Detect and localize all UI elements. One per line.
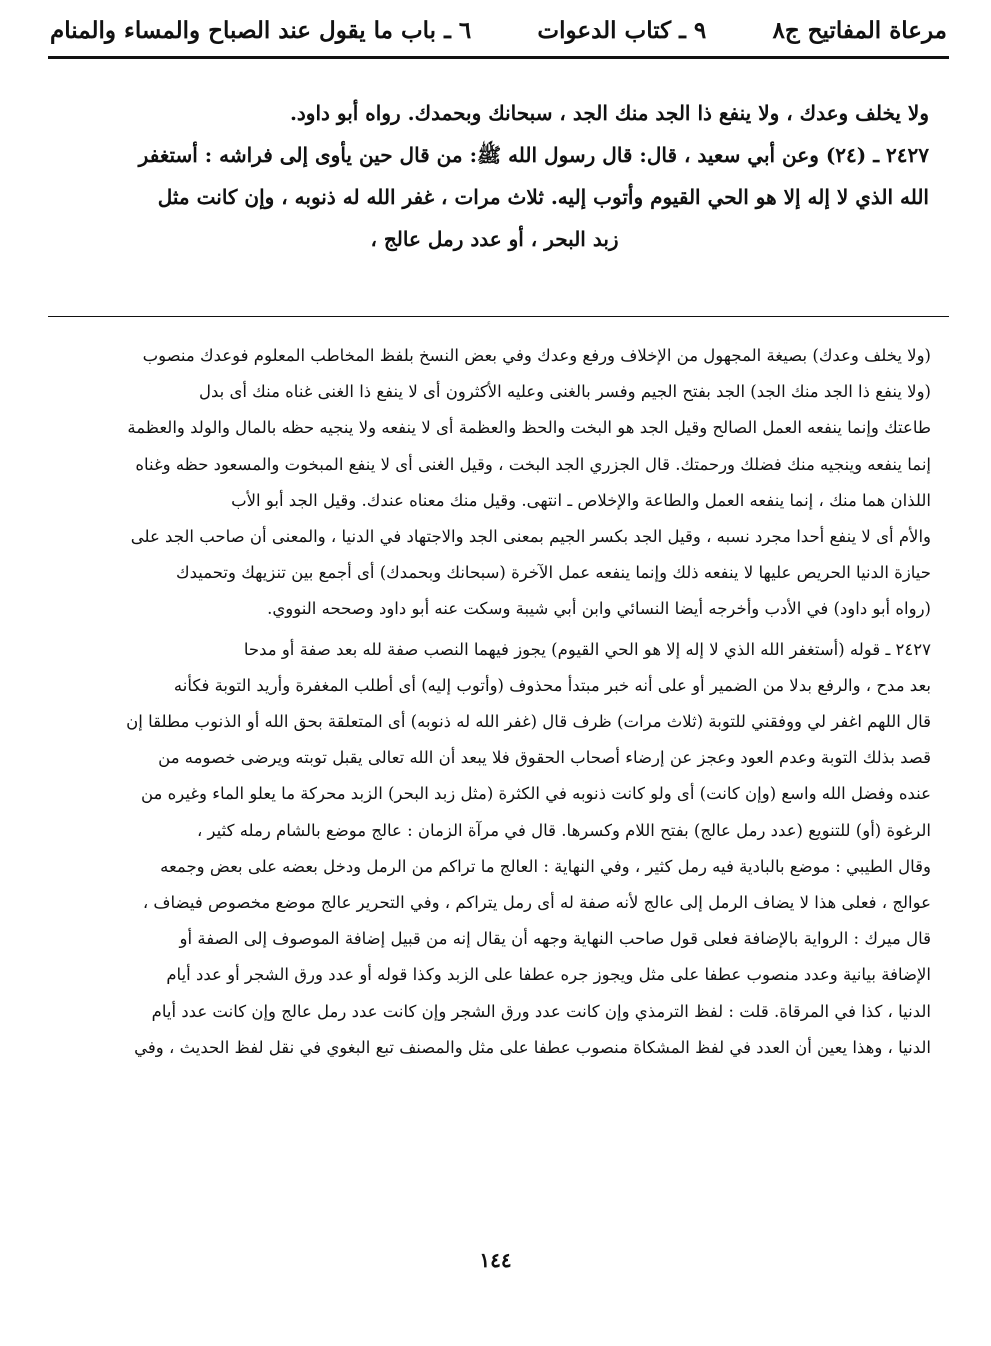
commentary-text [60, 338, 931, 1066]
commentary-line: طاعتك وإنما ينفعه العمل الصالح وقيل الجد هو البخت والحظ والعظمة أى لا ينفعه ولا ينجيه حظه بالمال والولد والعظمة [127, 418, 931, 438]
commentary-line: ٢٤٢٧ ـ قوله (أستغفر الله الذي لا إله إلا هو الحي القيوم) يجوز فيهما النصب صفة لله بعد صفة أو مدحا [243, 639, 931, 659]
header-rule [48, 56, 949, 59]
hadith-line: الله الذي لا إله إلا هو الحي القيوم وأتوب إليه. ثلاث مرات ، غفر الله له ذنوبه ، وإن كانت مثل [157, 185, 929, 209]
hadith-line: ولا يخلف وعدك ، ولا ينفع ذا الجد منك الجد ، سبحانك وبحمدك. رواه أبو داود. [289, 101, 929, 125]
commentary-line: (ولا ينفع ذا الجد منك الجد) الجد بفتح الجيم وفسر بالغنى وعليه الأكثرون أى لا ينفع ذا الغنى غناه منك أى بدل [198, 382, 931, 402]
commentary-line: الدنيا ، وهذا يعين أن العدد في لفظ المشكاة منصوب عطفا على مثل والمصنف تبع البغوي في نقل لفظ الحديث ، وفي [134, 1037, 931, 1057]
running-header [50, 8, 947, 52]
commentary-line: والأم أى لا ينفع أحدا مجرد نسبه ، وقيل الجد بكسر الجيم بمعنى الجد والاجتهاد في الدنيا ، والمعنى أن صاحب الجد على [130, 527, 931, 547]
commentary-line: (رواه أبو داود) في الأدب وأخرجه أيضا النسائي وابن أبي شيبة وسكت عنه أبو داود وصححه النووي. [267, 599, 931, 619]
header-section: ٦ ـ باب ما يقول عند الصباح والمساء والمنام [50, 16, 472, 44]
commentary-line: عنده وفضل الله واسع (وإن كانت) أى ولو كانت ذنوبه في الكثرة (مثل زبد البحر) الزبد محركة ما يعلو الماء وغيره من [140, 784, 931, 804]
commentary-line: اللذان هما منك ، إنما ينفعه العمل والطاعة والإخلاص ـ انتهى. وقيل منك معناه عندك. وقيل الجد أبو الأب [231, 490, 931, 510]
hadith-text [60, 92, 929, 260]
commentary-line: الإضافة بيانية وعدد منصوب عطفا على مثل ويجوز جره عطفا على الزبد وكذا قوله أو عدد ورق الشجر أو عدد أيام [166, 965, 931, 985]
commentary-line: عوالج ، فعلى هذا لا يضاف الرمل إلى عالج لأنه صفة له أى رمل يتراكم ، وفي التحرير عالج موضع مخصوص فيضاف ، [142, 893, 931, 913]
commentary-line: الرغوة (أو) للتنويع (عدد رمل عالج) بفتح اللام وكسرها. قال في مرآة الزمان : عالج موضع بالشام رمله كثير ، [196, 820, 931, 840]
commentary-line: حيازة الدنيا الحريص عليها لا ينفعه ذلك وإنما ينفعه عمل الآخرة (سبحانك وبحمدك) أى أجمع بين تنزيهك وتحميدك [176, 563, 931, 583]
page-number: ١٤٤ [479, 1248, 512, 1272]
hadith-line: زبد البحر ، أو عدد رمل عالج ، [370, 227, 619, 251]
commentary-line: (ولا يخلف وعدك) بصيغة المجهول من الإخلاف ورفع وعدك وفي بعض النسخ بلفظ المخاطب المعلوم فوعدك منصوب [142, 346, 931, 365]
commentary-line: قال ميرك : الرواية بالإضافة فعلى قول صاحب النهاية وجهه أن يقال إنه من قبيل إضافة الموصوف إلى الصفة أو [179, 929, 931, 949]
header-book-title: مرعاة المفاتيح ج٨ [772, 16, 947, 44]
commentary-line: بعد مدح ، والرفع بدلا من الضمير أو على أنه خبر مبتدأ محذوف (وأتوب إليه) أى أطلب المغفرة وأريد التوبة فكأنه [173, 675, 931, 695]
separator-rule [48, 316, 949, 317]
header-chapter: ٩ ـ كتاب الدعوات [537, 16, 707, 44]
commentary-line: الدنيا ، كذا في المرقاة. قلت : لفظ الترمذي وإن كانت عدد ورق الشجر وإن كانت عدد رمل عالج وإن كانت عدد أيام [151, 1001, 931, 1021]
hadith-line: ٢٤٢٧ ـ (٢٤) وعن أبي سعيد ، قال: قال رسول الله ﷺ: من قال حين يأوى إلى فراشه : أستغفر [138, 143, 929, 167]
commentary-line: وقال الطيبي : موضع بالبادية فيه رمل كثير ، وفي النهاية : العالج ما تراكم من الرمل ودخل بعضه على بعض وجمعه [160, 856, 931, 876]
commentary-line: قال اللهم اغفر لي ووفقني للتوبة (ثلاث مرات) ظرف قال (غفر الله له ذنوبه) أى المتعلقة بحق الله أو الذنوب مطلقا إن [126, 712, 931, 732]
commentary-line: قصد بذلك التوبة وعدم العود وعجز عن إرضاء أصحاب الحقوق فلا يبعد أن الله تعالى يقبل توبته ويرضى خصومه من [158, 748, 931, 768]
commentary-line: إنما ينفعه وينجيه منك فضلك ورحمتك. قال الجزري الجد البخت ، وقيل الغنى أى لا ينفع المبخوت والمسعود حظه وغناه [135, 454, 931, 474]
